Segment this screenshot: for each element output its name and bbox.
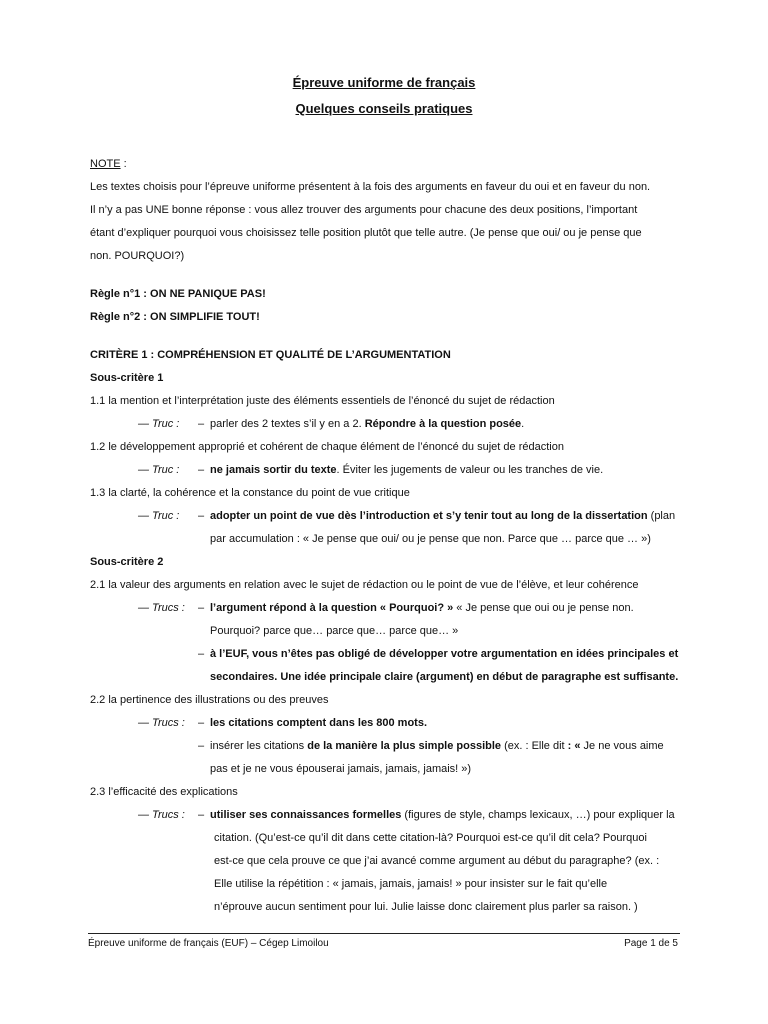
sous-critere-1-heading: Sous-critère 1 bbox=[90, 372, 164, 384]
tip-1-1-dash: – bbox=[198, 418, 205, 430]
note-line-2: Il n’y a pas UNE bonne réponse : vous allez trouver des arguments pour chacune des deux positions, l’important bbox=[90, 204, 638, 216]
footer-rule bbox=[88, 933, 680, 934]
tip-1-1-text: parler des 2 textes s’il y en a 2. Répondre à la question posée. bbox=[210, 418, 525, 430]
tip-2-1-text-1-cont: Pourquoi? parce que… parce que… parce que… » bbox=[210, 625, 459, 637]
item-2-2: 2.2 la pertinence des illustrations ou des preuves bbox=[90, 694, 329, 706]
tip-2-3-text: utiliser ses connaissances formelles (figures de style, champs lexicaux, …) pour expliquer la bbox=[210, 809, 675, 821]
tip-2-2-label: — Trucs : bbox=[138, 717, 185, 729]
item-2-3: 2.3 l’efficacité des explications bbox=[90, 786, 238, 798]
tip-2-2-text-2: insérer les citations de la manière la plus simple possible (ex. : Elle dit : « Je ne vous aime bbox=[210, 740, 664, 752]
tip-1-3-text-cont: par accumulation : « Je pense que oui/ ou je pense que non. Parce que … parce que … ») bbox=[210, 533, 651, 545]
note-line-3: étant d’expliquer pourquoi vous choisissez telle position plutôt que telle autre. (Je pense que oui/ ou je pense que bbox=[90, 227, 642, 239]
tip-2-1-text-1: l’argument répond à la question « Pourquoi? » « Je pense que oui ou je pense non. bbox=[210, 602, 634, 614]
note-line-4: non. POURQUOI?) bbox=[90, 250, 185, 262]
rule-1: Règle n°1 : ON NE PANIQUE PAS! bbox=[90, 288, 266, 300]
tip-2-2-dash-1: – bbox=[198, 717, 205, 729]
note-line-1: Les textes choisis pour l’épreuve uniforme présentent à la fois des arguments en faveur du oui et en faveur du non. bbox=[90, 181, 651, 193]
tip-2-2-text-1: les citations comptent dans les 800 mots. bbox=[210, 717, 428, 729]
item-1-2: 1.2 le développement approprié et cohérent de chaque élément de l’énoncé du sujet de rédaction bbox=[90, 441, 564, 453]
note-heading bbox=[90, 157, 127, 171]
tip-1-2-text: ne jamais sortir du texte. Éviter les jugements de valeur ou les tranches de vie. bbox=[210, 464, 604, 476]
tip-1-1-label: — Truc : bbox=[138, 418, 180, 430]
critere-1-heading: CRITÈRE 1 : COMPRÉHENSION ET QUALITÉ DE L’ARGUMENTATION bbox=[90, 349, 451, 361]
tip-1-3-label: — Truc : bbox=[138, 510, 180, 522]
tip-2-3-line-4: n’éprouve aucun sentiment pour lui. Julie laisse donc clairement plus parler sa raison. ) bbox=[214, 901, 638, 913]
tip-2-3-line-2: est-ce que cela prouve ce que j’ai avancé comme argument au début du paragraphe? (ex. : bbox=[214, 855, 660, 867]
item-1-3: 1.3 la clarté, la cohérence et la constance du point de vue critique bbox=[90, 487, 410, 499]
tip-2-2-text-2-cont: pas et je ne vous épouserai jamais, jamais, jamais! ») bbox=[210, 763, 472, 775]
doc-title: Épreuve uniforme de français bbox=[292, 75, 476, 90]
footer-left: Épreuve uniforme de français (EUF) – Cégep Limoilou bbox=[88, 938, 329, 949]
tip-2-2-dash-2: – bbox=[198, 740, 205, 752]
item-1-1: 1.1 la mention et l’interprétation juste des éléments essentiels de l’énoncé du sujet de rédaction bbox=[90, 395, 555, 407]
tip-2-1-text-2-cont: secondaires. Une idée principale claire (argument) en début de paragraphe est suffisante. bbox=[210, 671, 679, 683]
tip-1-3-text: adopter un point de vue dès l’introduction et s’y tenir tout au long de la dissertation (plan bbox=[210, 510, 676, 522]
rule-2: Règle n°2 : ON SIMPLIFIE TOUT! bbox=[90, 311, 260, 323]
note-label: NOTE bbox=[90, 158, 121, 170]
tip-2-3-label: — Trucs : bbox=[138, 809, 185, 821]
sous-critere-2-heading: Sous-critère 2 bbox=[90, 556, 164, 568]
tip-2-1-dash-1: – bbox=[198, 602, 205, 614]
tip-2-1-dash-2: – bbox=[198, 648, 205, 660]
tip-2-3-line-3: Elle utilise la répétition : « jamais, jamais, jamais! » pour insister sur le fait qu’elle bbox=[214, 878, 608, 890]
note-colon: : bbox=[120, 158, 127, 170]
tip-1-2-dash: – bbox=[198, 464, 205, 476]
tip-2-1-text-2: à l’EUF, vous n’êtes pas obligé de développer votre argumentation en idées principales et bbox=[210, 648, 679, 660]
item-2-1: 2.1 la valeur des arguments en relation avec le sujet de rédaction ou le point de vue de l’élève, et leur cohérence bbox=[90, 579, 639, 591]
tip-1-3-dash: – bbox=[198, 510, 205, 522]
tip-2-3-line-1: citation. (Qu’est-ce qu’il dit dans cette citation-là? Pourquoi est-ce qu’il dit cela? Pourquoi bbox=[214, 832, 647, 844]
footer-page-number: Page 1 de 5 bbox=[624, 938, 678, 949]
tip-2-3-dash: – bbox=[198, 809, 205, 821]
tip-1-2-label: — Truc : bbox=[138, 464, 180, 476]
tip-2-1-label: — Trucs : bbox=[138, 602, 185, 614]
doc-subtitle: Quelques conseils pratiques bbox=[295, 101, 473, 116]
